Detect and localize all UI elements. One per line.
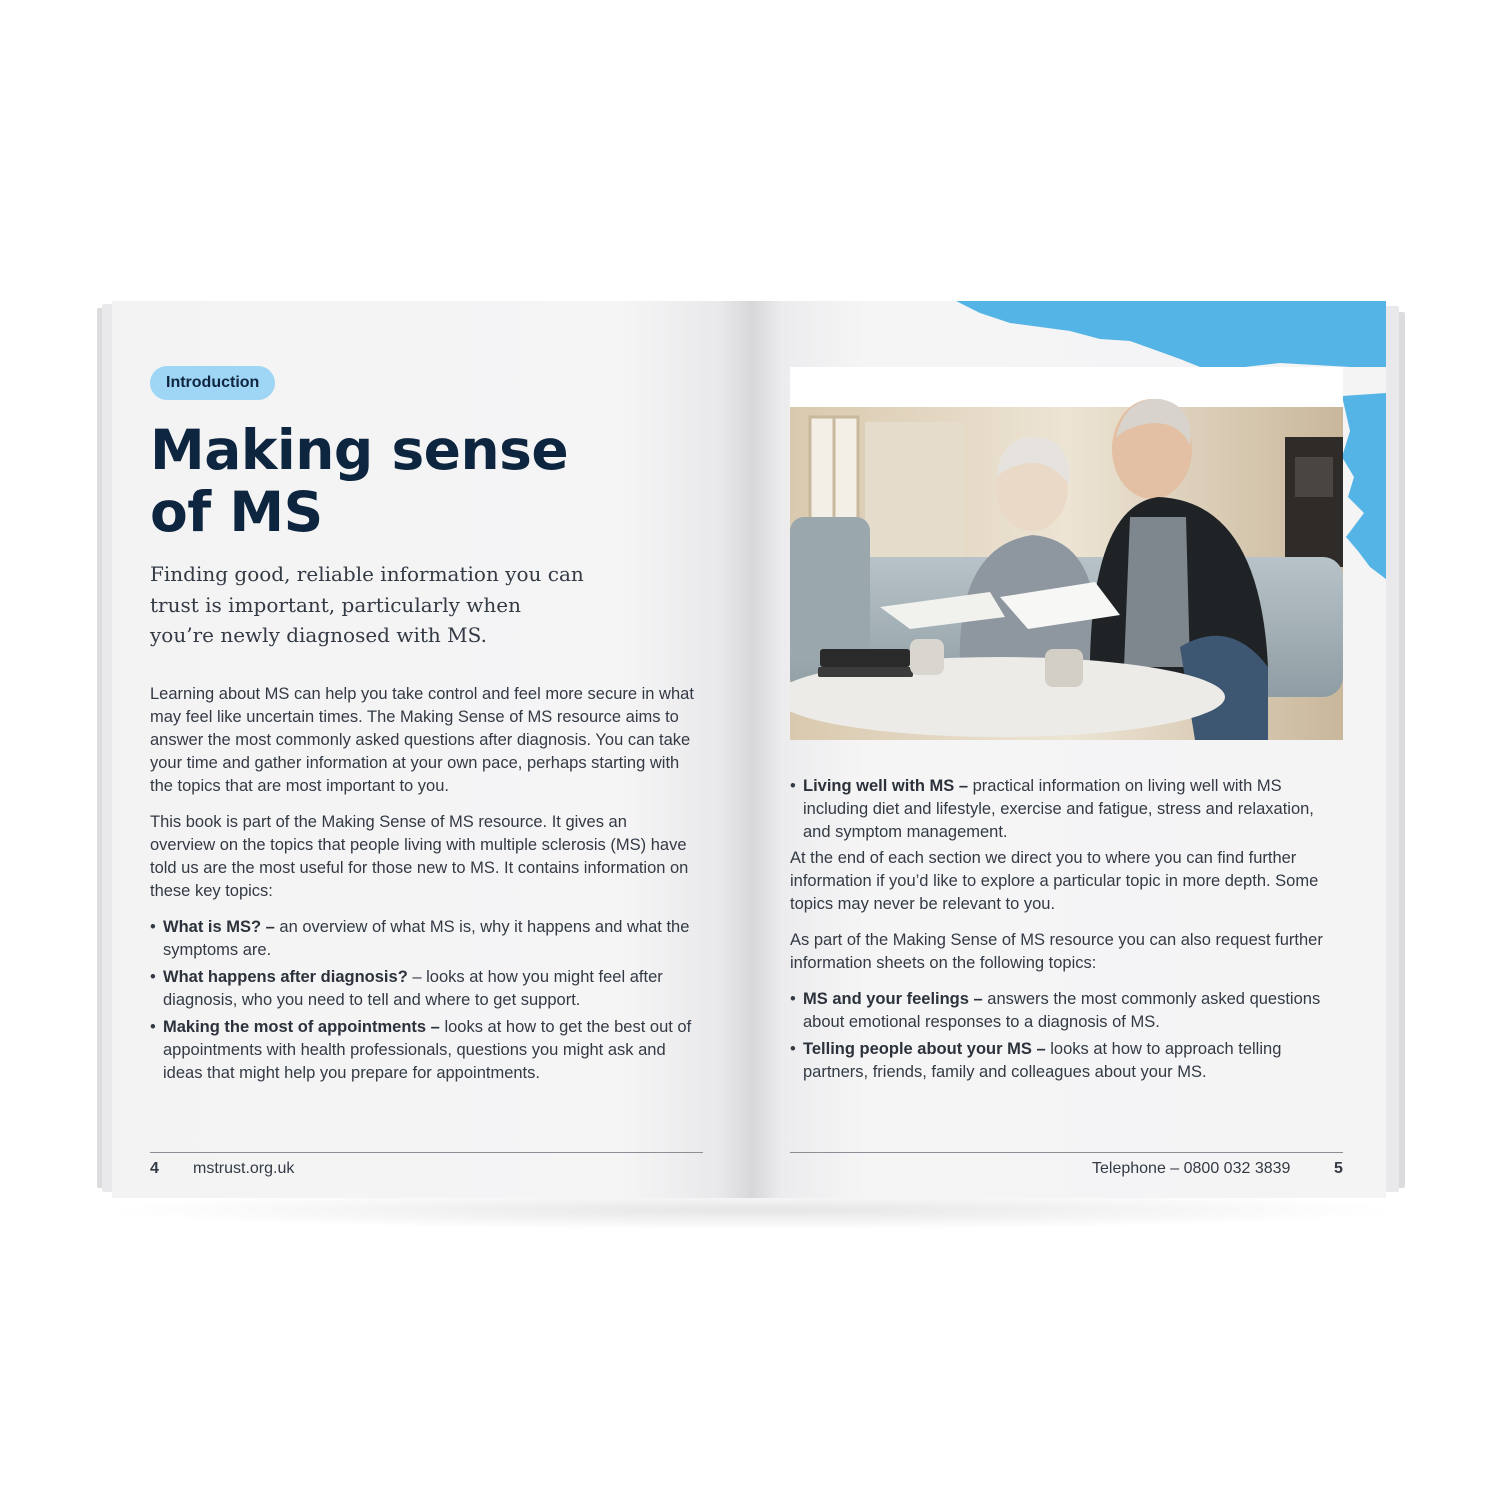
left-body bbox=[150, 683, 695, 1098]
page-stack-right-inner bbox=[1385, 306, 1399, 1192]
list-item-bold: MS and your feelings – bbox=[803, 990, 983, 1008]
resource-paragraph: As part of the Making Sense of MS resource you can also request further information sheets on the following topics: bbox=[790, 931, 1323, 972]
lead-paragraph: Finding good, reliable information you can trust is important, particularly when you’re newly diagnosed with MS. bbox=[150, 562, 584, 647]
right-page bbox=[750, 301, 1386, 1198]
sections-paragraph: At the end of each section we direct you to where you can find further information if you’d like to explore a particular topic in more depth. Some topics may never be relevant to you. bbox=[790, 849, 1319, 913]
more-topics-list bbox=[790, 775, 1345, 844]
title-line-1: Making sense bbox=[150, 418, 569, 482]
intro-paragraph-2: This book is part of the Making Sense of MS resource. It gives an overview on the topics that people living with multiple sclerosis (MS) have told us are the most useful for those new to MS. It contains information on these key topics: bbox=[150, 813, 689, 900]
title-line-2: of MS bbox=[150, 480, 323, 544]
page-number: 5 bbox=[1334, 1160, 1343, 1177]
list-item bbox=[150, 916, 695, 962]
list-item-text: looks at how to get the best out of appointments with health professionals, questions you might ask and ideas that might help you prepare for appointments. bbox=[163, 1018, 692, 1082]
list-item-text: answers the most commonly asked questions about emotional responses to a diagnosis of MS. bbox=[803, 990, 1321, 1031]
photo-couple-reading bbox=[790, 367, 1343, 740]
list-item bbox=[790, 988, 1345, 1034]
footer-divider bbox=[150, 1152, 703, 1153]
photo-illustration bbox=[790, 367, 1343, 740]
list-item-bold: What is MS? – bbox=[163, 918, 275, 936]
section-tag: Introduction bbox=[150, 366, 275, 400]
list-item-text: looks at how to approach telling partners, friends, family and colleagues about your MS. bbox=[803, 1040, 1282, 1081]
list-item-text: – looks at how you might feel after diagnosis, who you need to tell and where to get support. bbox=[163, 968, 663, 1009]
list-item bbox=[790, 775, 1345, 844]
footer-divider bbox=[790, 1152, 1343, 1153]
right-body bbox=[790, 775, 1345, 1097]
info-sheets-list bbox=[790, 988, 1345, 1084]
list-item bbox=[150, 966, 695, 1012]
key-topics-list bbox=[150, 916, 695, 1085]
page-number: 4 bbox=[150, 1160, 159, 1177]
list-item-bold: Telling people about your MS – bbox=[803, 1040, 1046, 1058]
list-item-bold: What happens after diagnosis? bbox=[163, 968, 408, 986]
list-item-bold: Living well with MS – bbox=[803, 777, 969, 795]
page-title bbox=[150, 419, 670, 543]
telephone-number[interactable]: Telephone – 0800 032 3839 bbox=[1092, 1160, 1291, 1177]
list-item-bold: Making the most of appointments – bbox=[163, 1018, 440, 1036]
intro-paragraph-1: Learning about MS can help you take control and feel more secure in what may feel like uncertain times. The Making Sense of MS resource aims to answer the most commonly asked questions after diagnosis. You can take your time and gather information at your own pace, perhaps starting with the topics that are most important to you. bbox=[150, 685, 694, 795]
website-link[interactable]: mstrust.org.uk bbox=[193, 1160, 295, 1177]
list-item bbox=[150, 1016, 695, 1085]
left-page bbox=[112, 301, 750, 1198]
list-item-text: practical information on living well with MS including diet and lifestyle, exercise and fatigue, stress and relaxation, and symptom management. bbox=[803, 777, 1314, 841]
list-item bbox=[790, 1038, 1345, 1084]
list-item-text: an overview of what MS is, why it happens and what the symptoms are. bbox=[163, 918, 690, 959]
